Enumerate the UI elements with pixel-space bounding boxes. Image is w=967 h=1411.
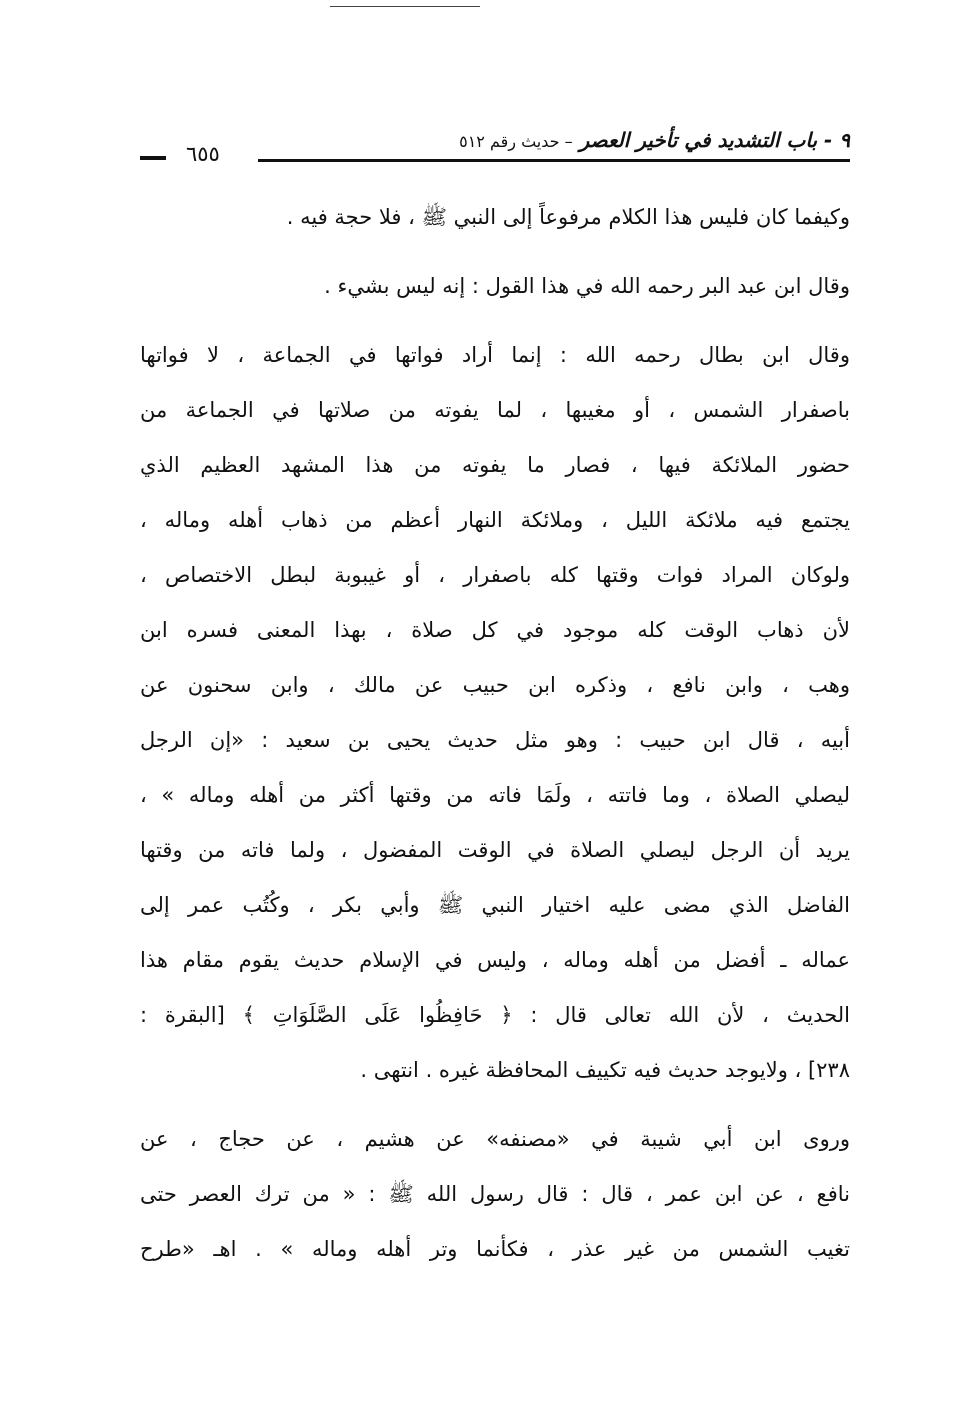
text-line: ولوكان المراد فوات وقتها كله باصفرار ، أو غيبوبة لبطل الاختصاص ، <box>140 563 850 587</box>
page-number: ٦٥٥ <box>186 142 220 166</box>
text-line: وهب ، وابن نافع ، وذكره ابن حبيب عن مالك ، وابن سحنون عن <box>140 673 850 697</box>
text-line: عماله ـ أفضل من أهله وماله ، وليس في الإسلام حديث يقوم مقام هذا <box>140 948 850 972</box>
body-text <box>140 190 850 1277</box>
header-rule <box>258 159 850 162</box>
text-line: يجتمع فيه ملائكة الليل ، وملائكة النهار أعظم من ذهاب أهله وماله ، <box>140 508 850 532</box>
text-line: نافع ، عن ابن عمر ، قال : قال رسول الله ﷺ : « من ترك العصر حتى <box>140 1182 850 1206</box>
text-line: تغيب الشمس من غير عذر ، فكأنما وتر أهله وماله » . اهـ «طرح <box>140 1237 850 1261</box>
hadith-number: – حديث رقم ٥١٢ <box>459 132 573 151</box>
text-line: وقال ابن بطال رحمه الله : إنما أراد فواتها في الجماعة ، لا فواتها <box>140 343 850 367</box>
text-line: وكيفما كان فليس هذا الكلام مرفوعاً إلى النبي ﷺ ، فلا حجة فيه . <box>286 205 850 229</box>
text-line: ٢٣٨] ، ولايوجد حديث فيه تكييف المحافظة غيره . انتهى . <box>360 1058 850 1082</box>
top-edge-rule <box>330 6 480 7</box>
text-line: باصفرار الشمس ، أو مغيبها ، لما يفوته من صلاتها في الجماعة من <box>140 398 850 422</box>
text-line: وقال ابن عبد البر رحمه الله في هذا القول : إنه ليس بشيء . <box>324 274 850 298</box>
text-line: الفاضل الذي مضى عليه اختيار النبي ﷺ وأبي بكر ، وكُتُب عمر إلى <box>140 893 850 917</box>
chapter-title <box>459 128 850 152</box>
running-header <box>140 128 850 168</box>
header-dash <box>140 156 166 160</box>
chapter-title-text: ٩ - باب التشديد في تأخير العصر <box>579 128 850 152</box>
text-line: حضور الملائكة فيها ، فصار ما يفوته من هذا المشهد العظيم الذي <box>140 453 850 477</box>
text-line: يريد أن الرجل ليصلي الصلاة في الوقت المفضول ، ولما فاته من وقتها <box>140 838 850 862</box>
text-line: لأن ذهاب الوقت كله موجود في كل صلاة ، بهذا المعنى فسره ابن <box>140 618 850 642</box>
text-line: ليصلي الصلاة ، وما فاتته ، ولَمَا فاته من وقتها أكثر من أهله وماله » ، <box>140 783 850 807</box>
text-line: وروى ابن أبي شيبة في «مصنفه» عن هشيم ، عن حجاج ، عن <box>140 1127 850 1151</box>
text-line: أبيه ، قال ابن حبيب : وهو مثل حديث يحيى بن سعيد : «إن الرجل <box>140 728 850 752</box>
text-line: الحديث ، لأن الله تعالى قال : ﴿ حَافِظُوا عَلَى الصَّلَوَاتِ ﴾ [البقرة : <box>140 1003 850 1027</box>
